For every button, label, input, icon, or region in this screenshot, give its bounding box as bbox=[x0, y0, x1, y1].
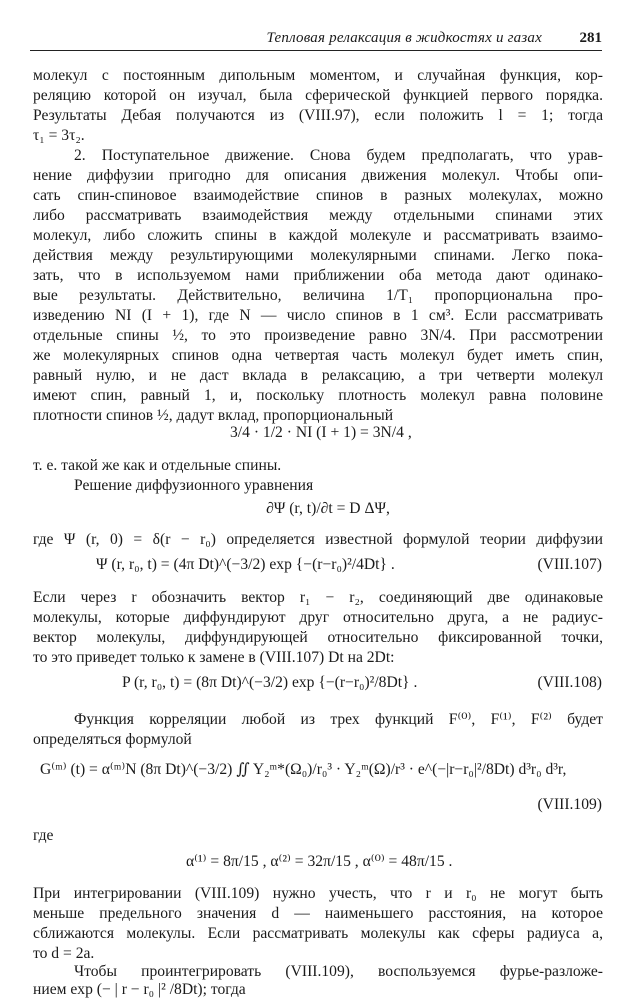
equation-number-108: (VIII.108) bbox=[537, 674, 602, 691]
text-line: равный нулю, и не даст вклада в релаксацию, а три четверти молекул bbox=[33, 367, 603, 384]
running-title: Тепловая релаксация в жидкостях и газах bbox=[266, 30, 542, 46]
page-number: 281 bbox=[579, 30, 602, 46]
equation-110 bbox=[72, 940, 73, 941]
text-line: молекул с постоянным дипольным моментом, и случайная функция, кор- bbox=[33, 67, 603, 84]
section-heading-line: 2. Поступательное движение. Снова будем предполагать, что урав- bbox=[74, 147, 603, 164]
text-line: же молекулярных спинов одна четвертая часть молекул будет иметь спин, bbox=[33, 347, 603, 364]
text-line: При интегрировании (VIII.109) нужно учесть, что r и r₀ не могут быть bbox=[33, 885, 603, 902]
text-line: изведению NI (I + 1), где N — число спинов в 1 см³. Если рассматривать bbox=[33, 307, 603, 324]
equation-107: Ψ (r, r₀, t) = (4π Dt)^(−3/2) exp {−(r−r₀)²/4Dt} . bbox=[96, 556, 395, 573]
text-line: имеют спин, равный 1, и, поскольку плотность молекул равна половине bbox=[33, 387, 603, 404]
text-line: зать, что в используемом нами приближении оба метода дают одинако- bbox=[33, 267, 603, 284]
text-line: т. е. такой же как и отдельные спины. bbox=[33, 457, 282, 474]
text-line: реляцию которой он изучал, была сферической функцией первого порядка. bbox=[33, 87, 603, 104]
text-line: отдельные спины ½, то это произведение равно 3N/4. При рассмотрении bbox=[33, 327, 603, 344]
text-line: τ₁ = 3τ₂. bbox=[33, 127, 85, 144]
equation-number-109: (VIII.109) bbox=[537, 796, 602, 813]
text-line: Чтобы проинтегрировать (VIII.109), воспользуемся фурье-разложе- bbox=[74, 963, 603, 980]
text-line: то d = 2a. bbox=[33, 945, 95, 962]
text-line: действия между результирующими молекулярными спинами. Легко пока- bbox=[33, 247, 603, 264]
text-line: вые результаты. Действительно, величина 1/T₁ пропорциональна про- bbox=[33, 287, 603, 304]
text-line: Результаты Дебая получаются из (VIII.97), если положить l = 1; тогда bbox=[33, 107, 603, 124]
text-line: нием exp (− | r − r₀ |² /8Dt); тогда bbox=[33, 981, 246, 998]
equation-number-110 bbox=[601, 940, 602, 941]
equation-alpha-values: α⁽¹⁾ = 8π/15 , α⁽²⁾ = 32π/15 , α⁽⁰⁾ = 48π/15 . bbox=[186, 853, 453, 870]
equation-number-107: (VIII.107) bbox=[537, 556, 602, 573]
text-line: нение диффузии пригодно для описания движения молекул. Чтобы опи- bbox=[33, 167, 603, 184]
text-line: где bbox=[33, 827, 54, 844]
equation-spin-product: 3/4 · 1/2 · NI (I + 1) = 3N/4 , bbox=[230, 424, 412, 441]
text-line: то это приведет только к замене в (VIII.107) Dt на 2Dt: bbox=[33, 649, 395, 666]
text-line: молекулы, которые диффундируют друг относительно друга, а не радиус- bbox=[33, 609, 603, 626]
text-line: сать спин-спиновое взаимодействие спинов в разных молекулах, можно bbox=[33, 187, 603, 204]
equation-109: G⁽ᵐ⁾ (t) = α⁽ᵐ⁾N (8π Dt)^(−3/2) ∬ Y₂ᵐ*(Ω₀)/r₀³ · Y₂ᵐ(Ω)/r³ · e^(−|r−r₀|²/8Dt) d³r₀ d³r, bbox=[40, 761, 567, 778]
equation-108: P (r, r₀, t) = (8π Dt)^(−3/2) exp {−(r−r₀)²/8Dt} . bbox=[122, 674, 418, 691]
text-line: плотности спинов ½, дадут вклад, пропорциональный bbox=[33, 407, 394, 424]
text-line: Функция корреляции любой из трех функций F⁽⁰⁾, F⁽¹⁾, F⁽²⁾ будет bbox=[74, 711, 603, 728]
text-line: меньше предельного значения d — наименьшего расстояния, на которое bbox=[33, 905, 603, 922]
text-line: определяться формулой bbox=[33, 731, 192, 748]
text-line: вектор молекулы, диффундирующей относительно фиксированной точки, bbox=[33, 629, 603, 646]
text-line: либо рассматривать взаимодействия между отдельными спинами этих bbox=[33, 207, 603, 224]
text-line: Если через r обозначить вектор r₁ − r₂, соединяющий две одинаковые bbox=[33, 589, 603, 606]
equation-diffusion: ∂Ψ (r, t)/∂t = D ΔΨ, bbox=[266, 500, 390, 517]
running-header bbox=[30, 30, 602, 51]
text-line: сближаются молекулы. Если рассматривать молекулы как сферы радиуса a, bbox=[33, 925, 603, 942]
text-line: молекул, либо сложить спины в каждой молекуле и рассматривать взаимо- bbox=[33, 227, 603, 244]
text-line: где Ψ (r, 0) = δ(r − r₀) определяется известной формулой теории диффузии bbox=[33, 531, 603, 548]
text-line: Решение диффузионного уравнения bbox=[74, 477, 314, 494]
